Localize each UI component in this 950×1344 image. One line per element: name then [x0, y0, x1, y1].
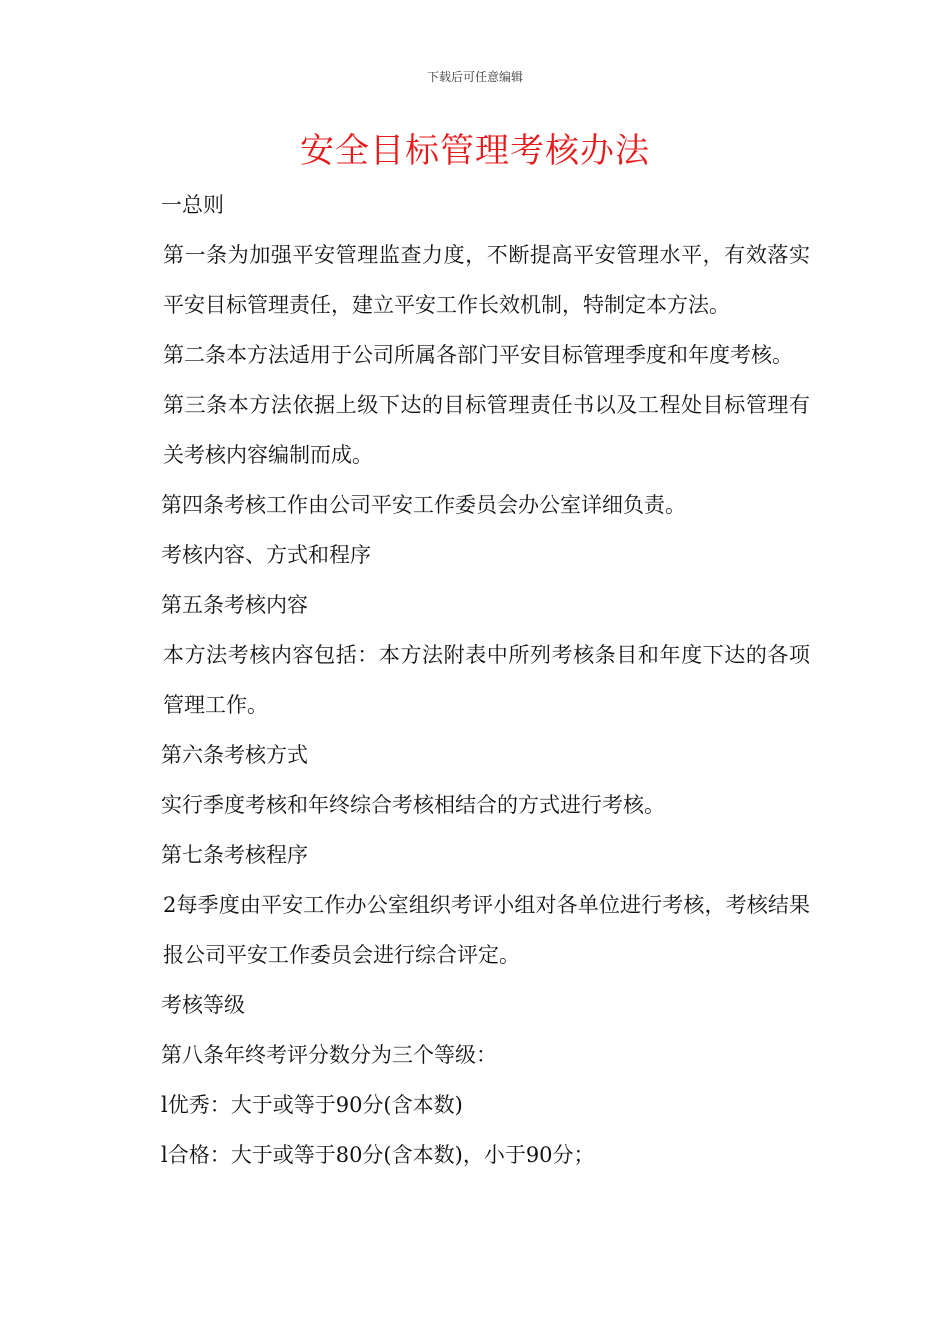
- paragraph: l合格：大于或等于80分(含本数)，小于90分；: [161, 1143, 595, 1167]
- paragraph: 第七条考核程序: [161, 843, 308, 867]
- paragraph: 第六条考核方式: [161, 743, 308, 767]
- paragraph: 第八条年终考评分数分为三个等级：: [161, 1043, 497, 1067]
- header-note: 下载后可任意编辑: [426, 70, 523, 84]
- paragraph: 第三条本方法依据上级下达的目标管理责任书以及工程处目标管理有关考核内容编制而成。: [163, 393, 810, 467]
- paragraph: 第二条本方法适用于公司所属各部门平安目标管理季度和年度考核。: [163, 343, 793, 367]
- document-title: 安全目标管理考核办法: [300, 131, 650, 171]
- paragraph: 第五条考核内容: [161, 593, 308, 617]
- document-body: [145, 180, 810, 1180]
- paragraph: 一总则: [161, 193, 224, 217]
- paragraph: 实行季度考核和年终综合考核相结合的方式进行考核。: [161, 793, 665, 817]
- paragraph: 第四条考核工作由公司平安工作委员会办公室详细负责。: [161, 493, 686, 517]
- paragraph: 2每季度由平安工作办公室组织考评小组对各单位进行考核，考核结果报公司平安工作委员会进行综合评定。: [163, 893, 810, 967]
- paragraph: l优秀：大于或等于90分(含本数): [161, 1093, 463, 1117]
- paragraph: 考核等级: [161, 993, 245, 1017]
- paragraph: 本方法考核内容包括：本方法附表中所列考核条目和年度下达的各项管理工作。: [163, 643, 810, 717]
- paragraph: 考核内容、方式和程序: [161, 543, 371, 567]
- paragraph: 第一条为加强平安管理监查力度，不断提高平安管理水平，有效落实平安目标管理责任，建立平安工作长效机制，特制定本方法。: [163, 243, 810, 317]
